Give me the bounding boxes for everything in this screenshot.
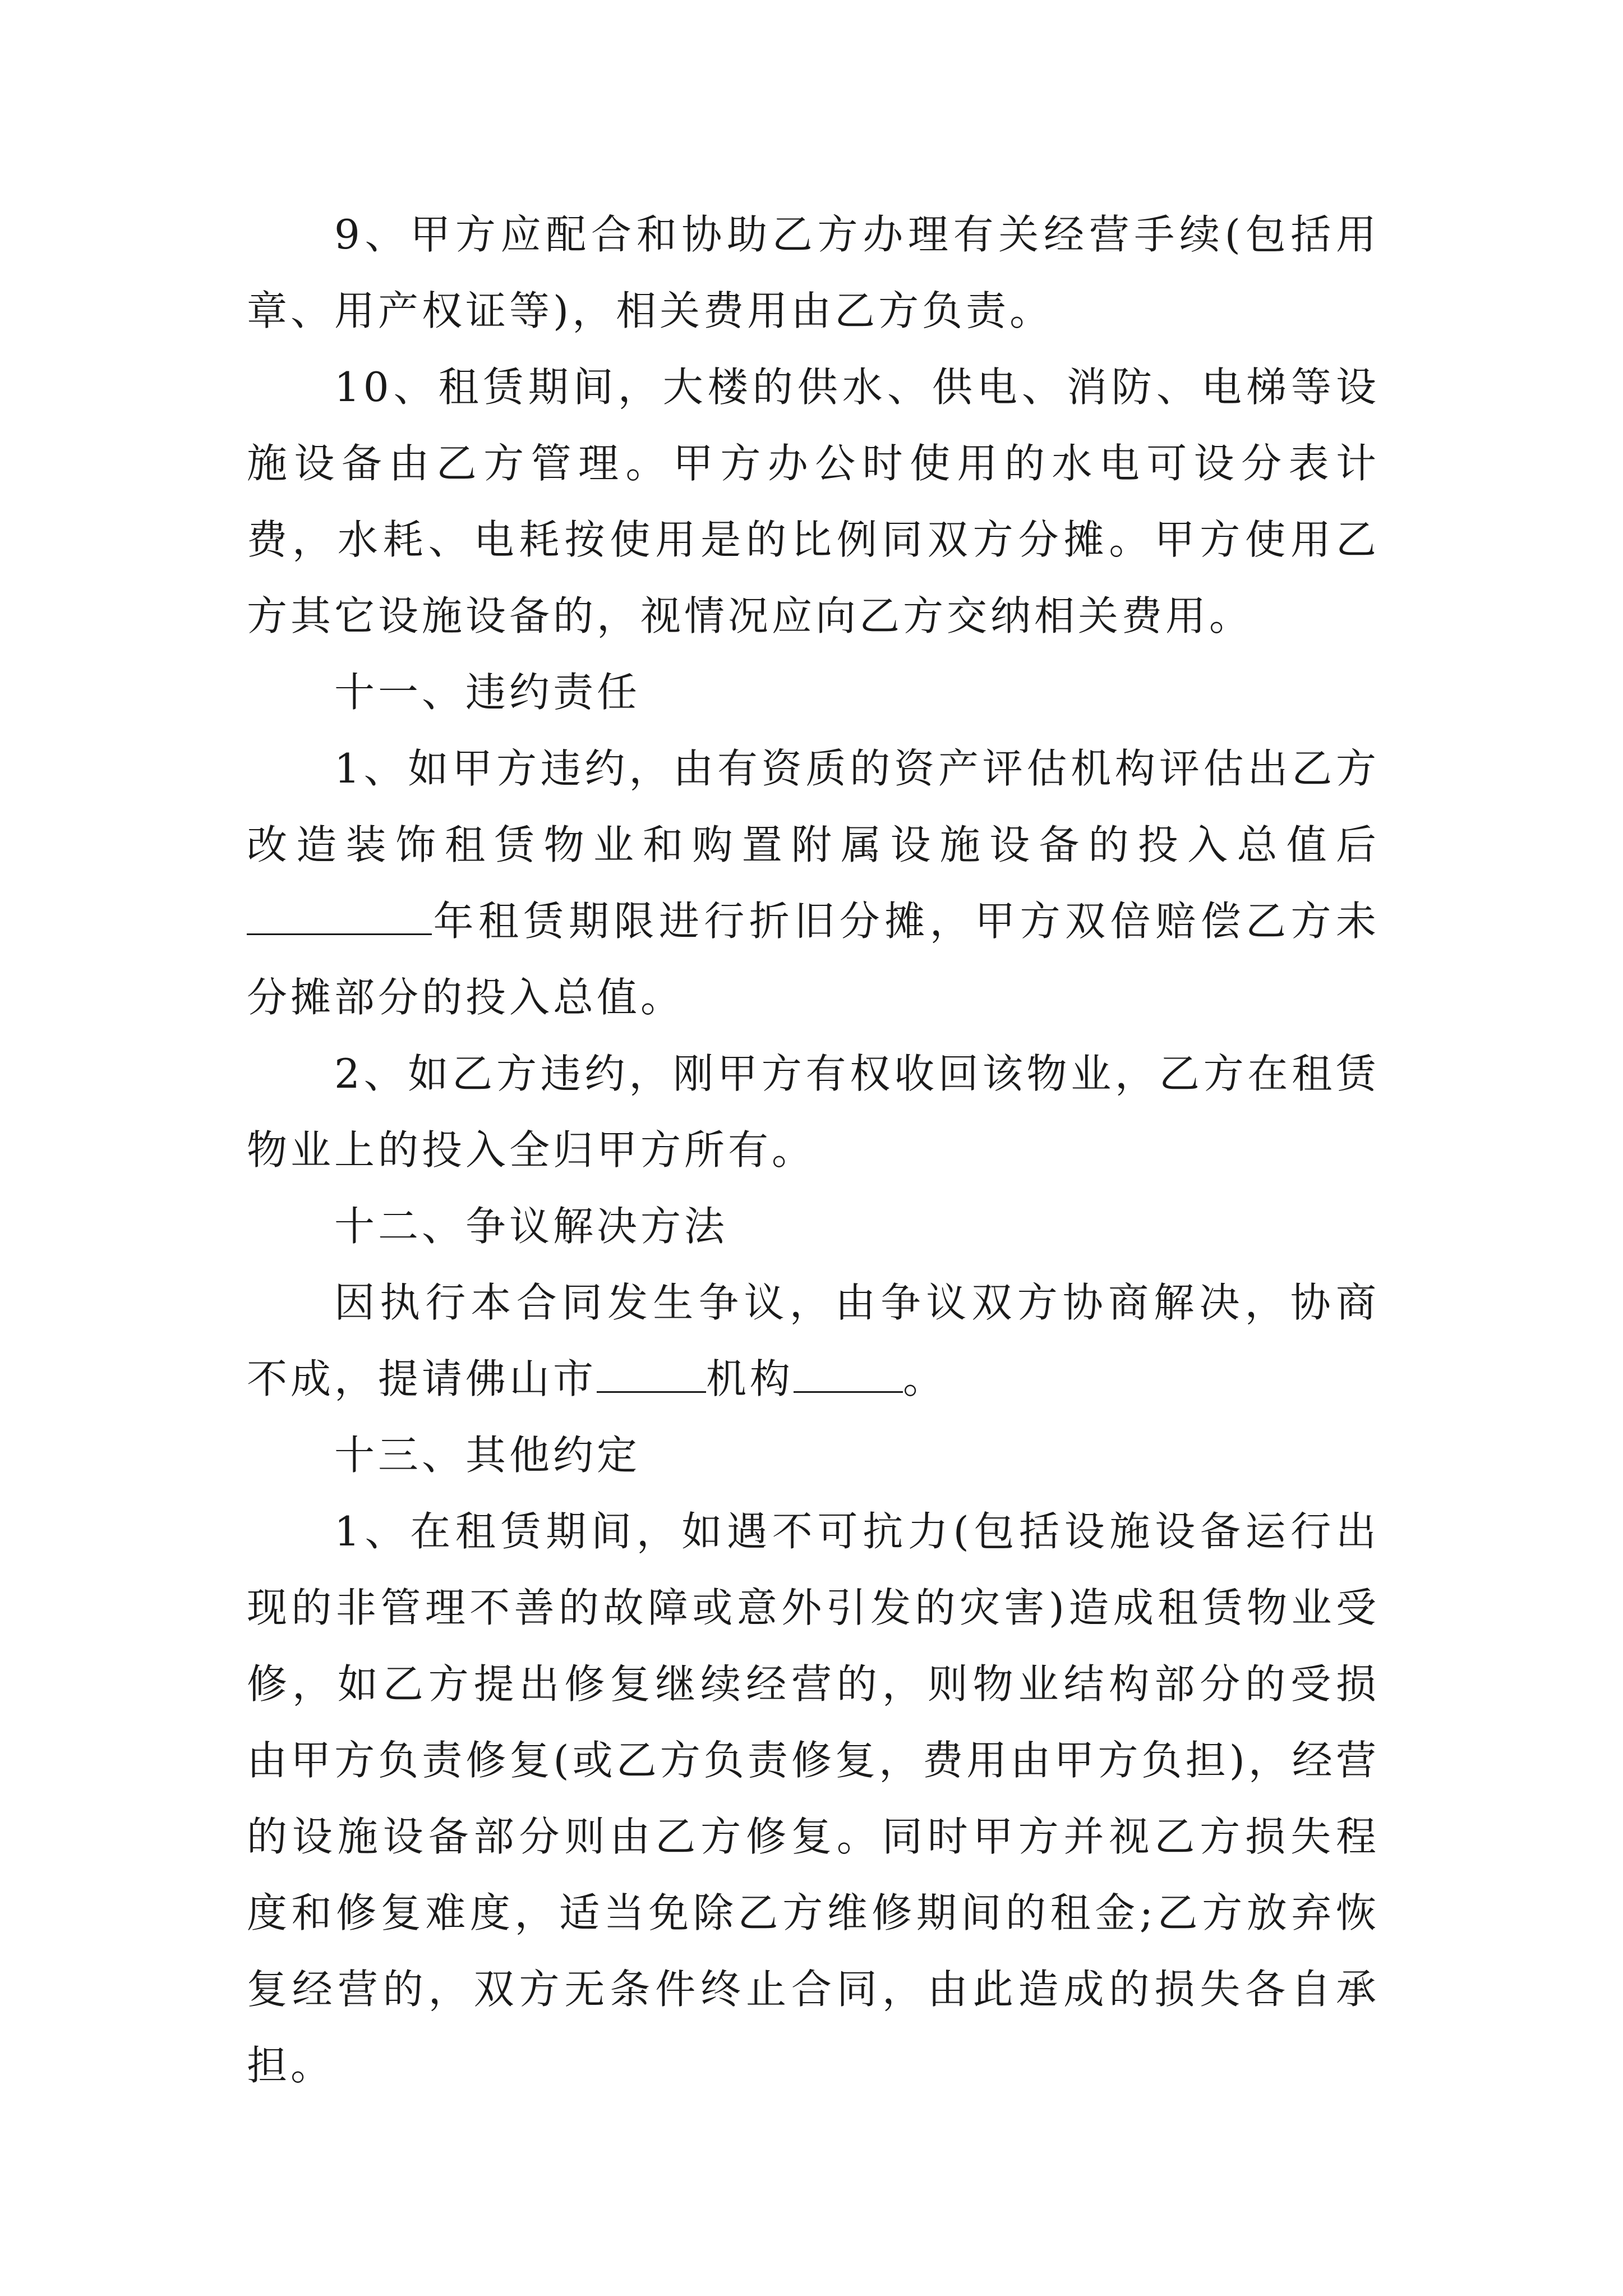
clause-10 bbox=[247, 349, 1380, 654]
breach-clause-1 bbox=[247, 730, 1380, 1036]
section-heading-dispute-text: 十二、争议解决方法 bbox=[334, 1203, 728, 1250]
arbitration-blank-line bbox=[597, 1355, 706, 1393]
clause-9-text: 9、甲方应配合和协助乙方办理有关经营手续(包括用章、用产权证等)，相关费用由乙方负责。 bbox=[247, 211, 1380, 334]
clause-10-text: 10、租赁期间，大楼的供水、供电、消防、电梯等设施设备由乙方管理。甲方办公时使用的水电可设分表计费，水耗、电耗按使用是的比例同双方分摊。甲方使用乙方其它设施设备的，视情况应向乙方交纳相关费用。 bbox=[247, 364, 1380, 639]
breach-clause-2-text: 2、如乙方违约，刚甲方有权收回该物业，乙方在租赁物业上的投入全归甲方所有。 bbox=[247, 1050, 1380, 1174]
breach-clause-1-text-start: 1、如甲方违约，由有资质的资产评估机构评估出乙方改造装饰租赁物业和购置附属设施设备的投入总值后 bbox=[247, 745, 1380, 868]
section-heading-other-text: 十三、其他约定 bbox=[334, 1432, 641, 1479]
institution-blank-line bbox=[794, 1355, 903, 1393]
breach-clause-1-text-end: 年租赁期限进行折旧分摊，甲方双倍赔偿乙方未分摊部分的投入总值。 bbox=[247, 898, 1380, 1021]
years-blank-line bbox=[247, 898, 432, 935]
other-clause-1-text: 1、在租赁期间，如遇不可抗力(包括设施设备运行出现的非管理不善的故障或意外引发的灾害)造成租赁物业受修，如乙方提出修复继续经营的，则物业结构部分的受损由甲方负责修复(或乙方负责修复，费用由甲方负担)，经营的设施设备部分则由乙方修复。同时甲方并视乙方损失程度和修复难度，适当免除乙方维修期间的租金;乙方放弃恢复经营的，双方无条件终止合同，由此造成的损失各自承担。 bbox=[247, 1508, 1380, 2089]
dispute-clause-text-end: 。 bbox=[903, 1355, 947, 1402]
dispute-clause-text-start: 因执行本合同发生争议，由争议双方协商解决，协商不成，提请佛山市 bbox=[247, 1279, 1380, 1402]
section-heading-breach-text: 十一、违约责任 bbox=[334, 669, 641, 716]
other-clause-1 bbox=[247, 1493, 1380, 2104]
clause-9 bbox=[247, 196, 1380, 349]
dispute-clause-text-middle: 机构 bbox=[706, 1355, 794, 1402]
section-heading-breach bbox=[247, 654, 1380, 730]
section-heading-dispute bbox=[247, 1188, 1380, 1264]
dispute-clause bbox=[247, 1264, 1380, 1417]
contract-text bbox=[247, 196, 1380, 2104]
breach-clause-2 bbox=[247, 1036, 1380, 1188]
section-heading-other bbox=[247, 1417, 1380, 1493]
